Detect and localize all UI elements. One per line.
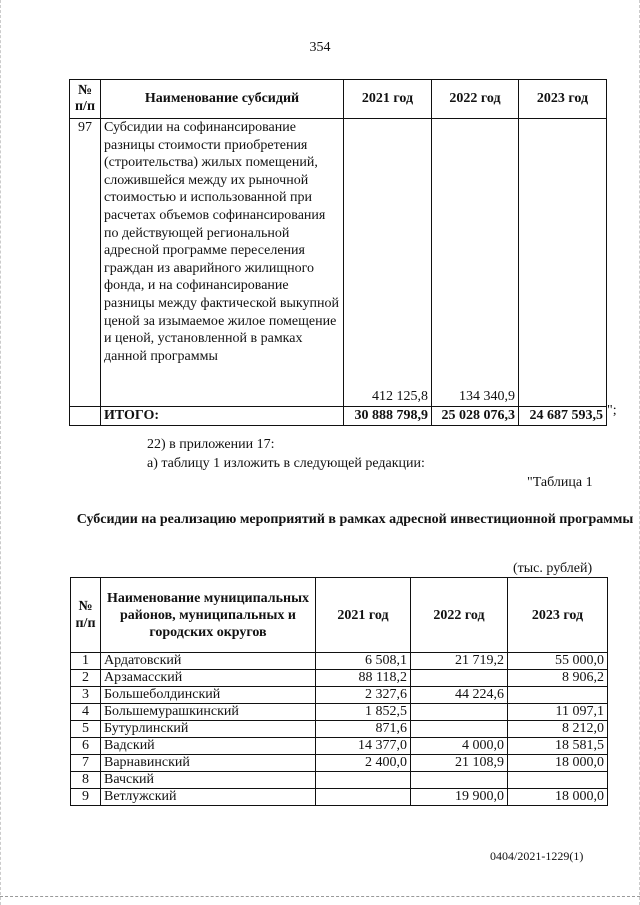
table-row: [71, 755, 608, 772]
total-2021: 30 888 798,9: [344, 407, 432, 426]
row-2023: [519, 119, 607, 407]
subsidies-table: [69, 79, 607, 426]
paragraph-item-22: 22) в приложении 17:: [147, 437, 275, 452]
col-header-2023: 2023 год: [519, 80, 607, 119]
col-header-2022: 2022 год: [411, 578, 508, 653]
row-2021: 14 377,0: [316, 738, 411, 755]
paragraph-item-a: а) таблицу 1 изложить в следующей редакции:: [147, 456, 425, 471]
table-row: [71, 772, 608, 789]
col-header-2021: 2021 год: [316, 578, 411, 653]
row-2022: [411, 721, 508, 738]
row-2021: 1 852,5: [316, 704, 411, 721]
bottom-cut-line: [0, 896, 640, 897]
row-2023: 8 906,2: [508, 670, 608, 687]
row-name: Варнавинский: [101, 755, 316, 772]
table-row: [71, 789, 608, 806]
row-2022: [411, 670, 508, 687]
closing-quote: ";: [607, 403, 617, 418]
total-label: ИТОГО:: [101, 407, 344, 426]
row-name: Вадский: [101, 738, 316, 755]
table-row: [71, 687, 608, 704]
row-2021: 6 508,1: [316, 653, 411, 670]
row-2022: [411, 704, 508, 721]
col-header-2021: 2021 год: [344, 80, 432, 119]
table-header-row: [71, 578, 608, 653]
table-row: [71, 721, 608, 738]
row-2022: 134 340,9: [432, 119, 519, 407]
row-num: 6: [71, 738, 101, 755]
row-2021: [316, 789, 411, 806]
table-header-row: [70, 80, 607, 119]
table2-title: Субсидии на реализацию мероприятий в рамках адресной инвестиционной программы: [76, 512, 634, 527]
row-num: 1: [71, 653, 101, 670]
col-header-num: № п/п: [70, 80, 101, 119]
table-row: [71, 670, 608, 687]
row-2023: 8 212,0: [508, 721, 608, 738]
row-2021: [316, 772, 411, 789]
document-code: 0404/2021-1229(1): [490, 849, 584, 863]
row-2023: 18 581,5: [508, 738, 608, 755]
row-name: Вачский: [101, 772, 316, 789]
units-label: (тыс. рублей): [513, 561, 593, 576]
row-name: Большемурашкинский: [101, 704, 316, 721]
table-row: [70, 119, 607, 407]
row-num: 5: [71, 721, 101, 738]
page-number: 354: [309, 40, 331, 55]
table-label: "Таблица 1: [527, 475, 593, 490]
investment-table: [70, 577, 608, 806]
row-2021: 2 400,0: [316, 755, 411, 772]
col-header-2023: 2023 год: [508, 578, 608, 653]
page-edge-left: [0, 0, 1, 905]
row-2023: [508, 772, 608, 789]
row-num: 7: [71, 755, 101, 772]
col-header-num: № п/п: [71, 578, 101, 653]
row-2023: 55 000,0: [508, 653, 608, 670]
row-num: 2: [71, 670, 101, 687]
table-row: [71, 738, 608, 755]
row-2023: 11 097,1: [508, 704, 608, 721]
row-2022: [411, 772, 508, 789]
col-header-name: Наименование муниципальных районов, муниципальных и городских округов: [101, 578, 316, 653]
total-num: [70, 407, 101, 426]
row-num: 3: [71, 687, 101, 704]
row-num: 8: [71, 772, 101, 789]
row-2021: 871,6: [316, 721, 411, 738]
row-num: 97: [70, 119, 101, 407]
row-num: 4: [71, 704, 101, 721]
row-2023: 18 000,0: [508, 755, 608, 772]
row-2022: 21 719,2: [411, 653, 508, 670]
table-row: [71, 653, 608, 670]
row-2021: 2 327,6: [316, 687, 411, 704]
row-2021: 412 125,8: [344, 119, 432, 407]
row-2022: 44 224,6: [411, 687, 508, 704]
row-name: Субсидии на софинансирование разницы стоимости приобретения (строительства) жилых помещений, сложившейся между их рыночной стоимостью и использованной при расчетах объемов софинансирования по действующей региональной адресной программе переселения граждан из аварийного жилищного фонда, и на софинансирование разницы между фактической выкупной ценой за изымаемое жилое помещение и ценой, установленной в рамках данной программы: [101, 119, 344, 407]
total-row: [70, 407, 607, 426]
row-name: Большеболдинский: [101, 687, 316, 704]
row-2021: 88 118,2: [316, 670, 411, 687]
col-header-name: Наименование субсидий: [101, 80, 344, 119]
row-2022: 19 900,0: [411, 789, 508, 806]
row-2022: 21 108,9: [411, 755, 508, 772]
row-2023: [508, 687, 608, 704]
total-2022: 25 028 076,3: [432, 407, 519, 426]
row-num: 9: [71, 789, 101, 806]
table-row: [71, 704, 608, 721]
row-name: Арзамасский: [101, 670, 316, 687]
row-name: Ардатовский: [101, 653, 316, 670]
row-name: Бутурлинский: [101, 721, 316, 738]
total-2023: 24 687 593,5: [519, 407, 607, 426]
row-2023: 18 000,0: [508, 789, 608, 806]
row-name: Ветлужский: [101, 789, 316, 806]
row-2022: 4 000,0: [411, 738, 508, 755]
col-header-2022: 2022 год: [432, 80, 519, 119]
